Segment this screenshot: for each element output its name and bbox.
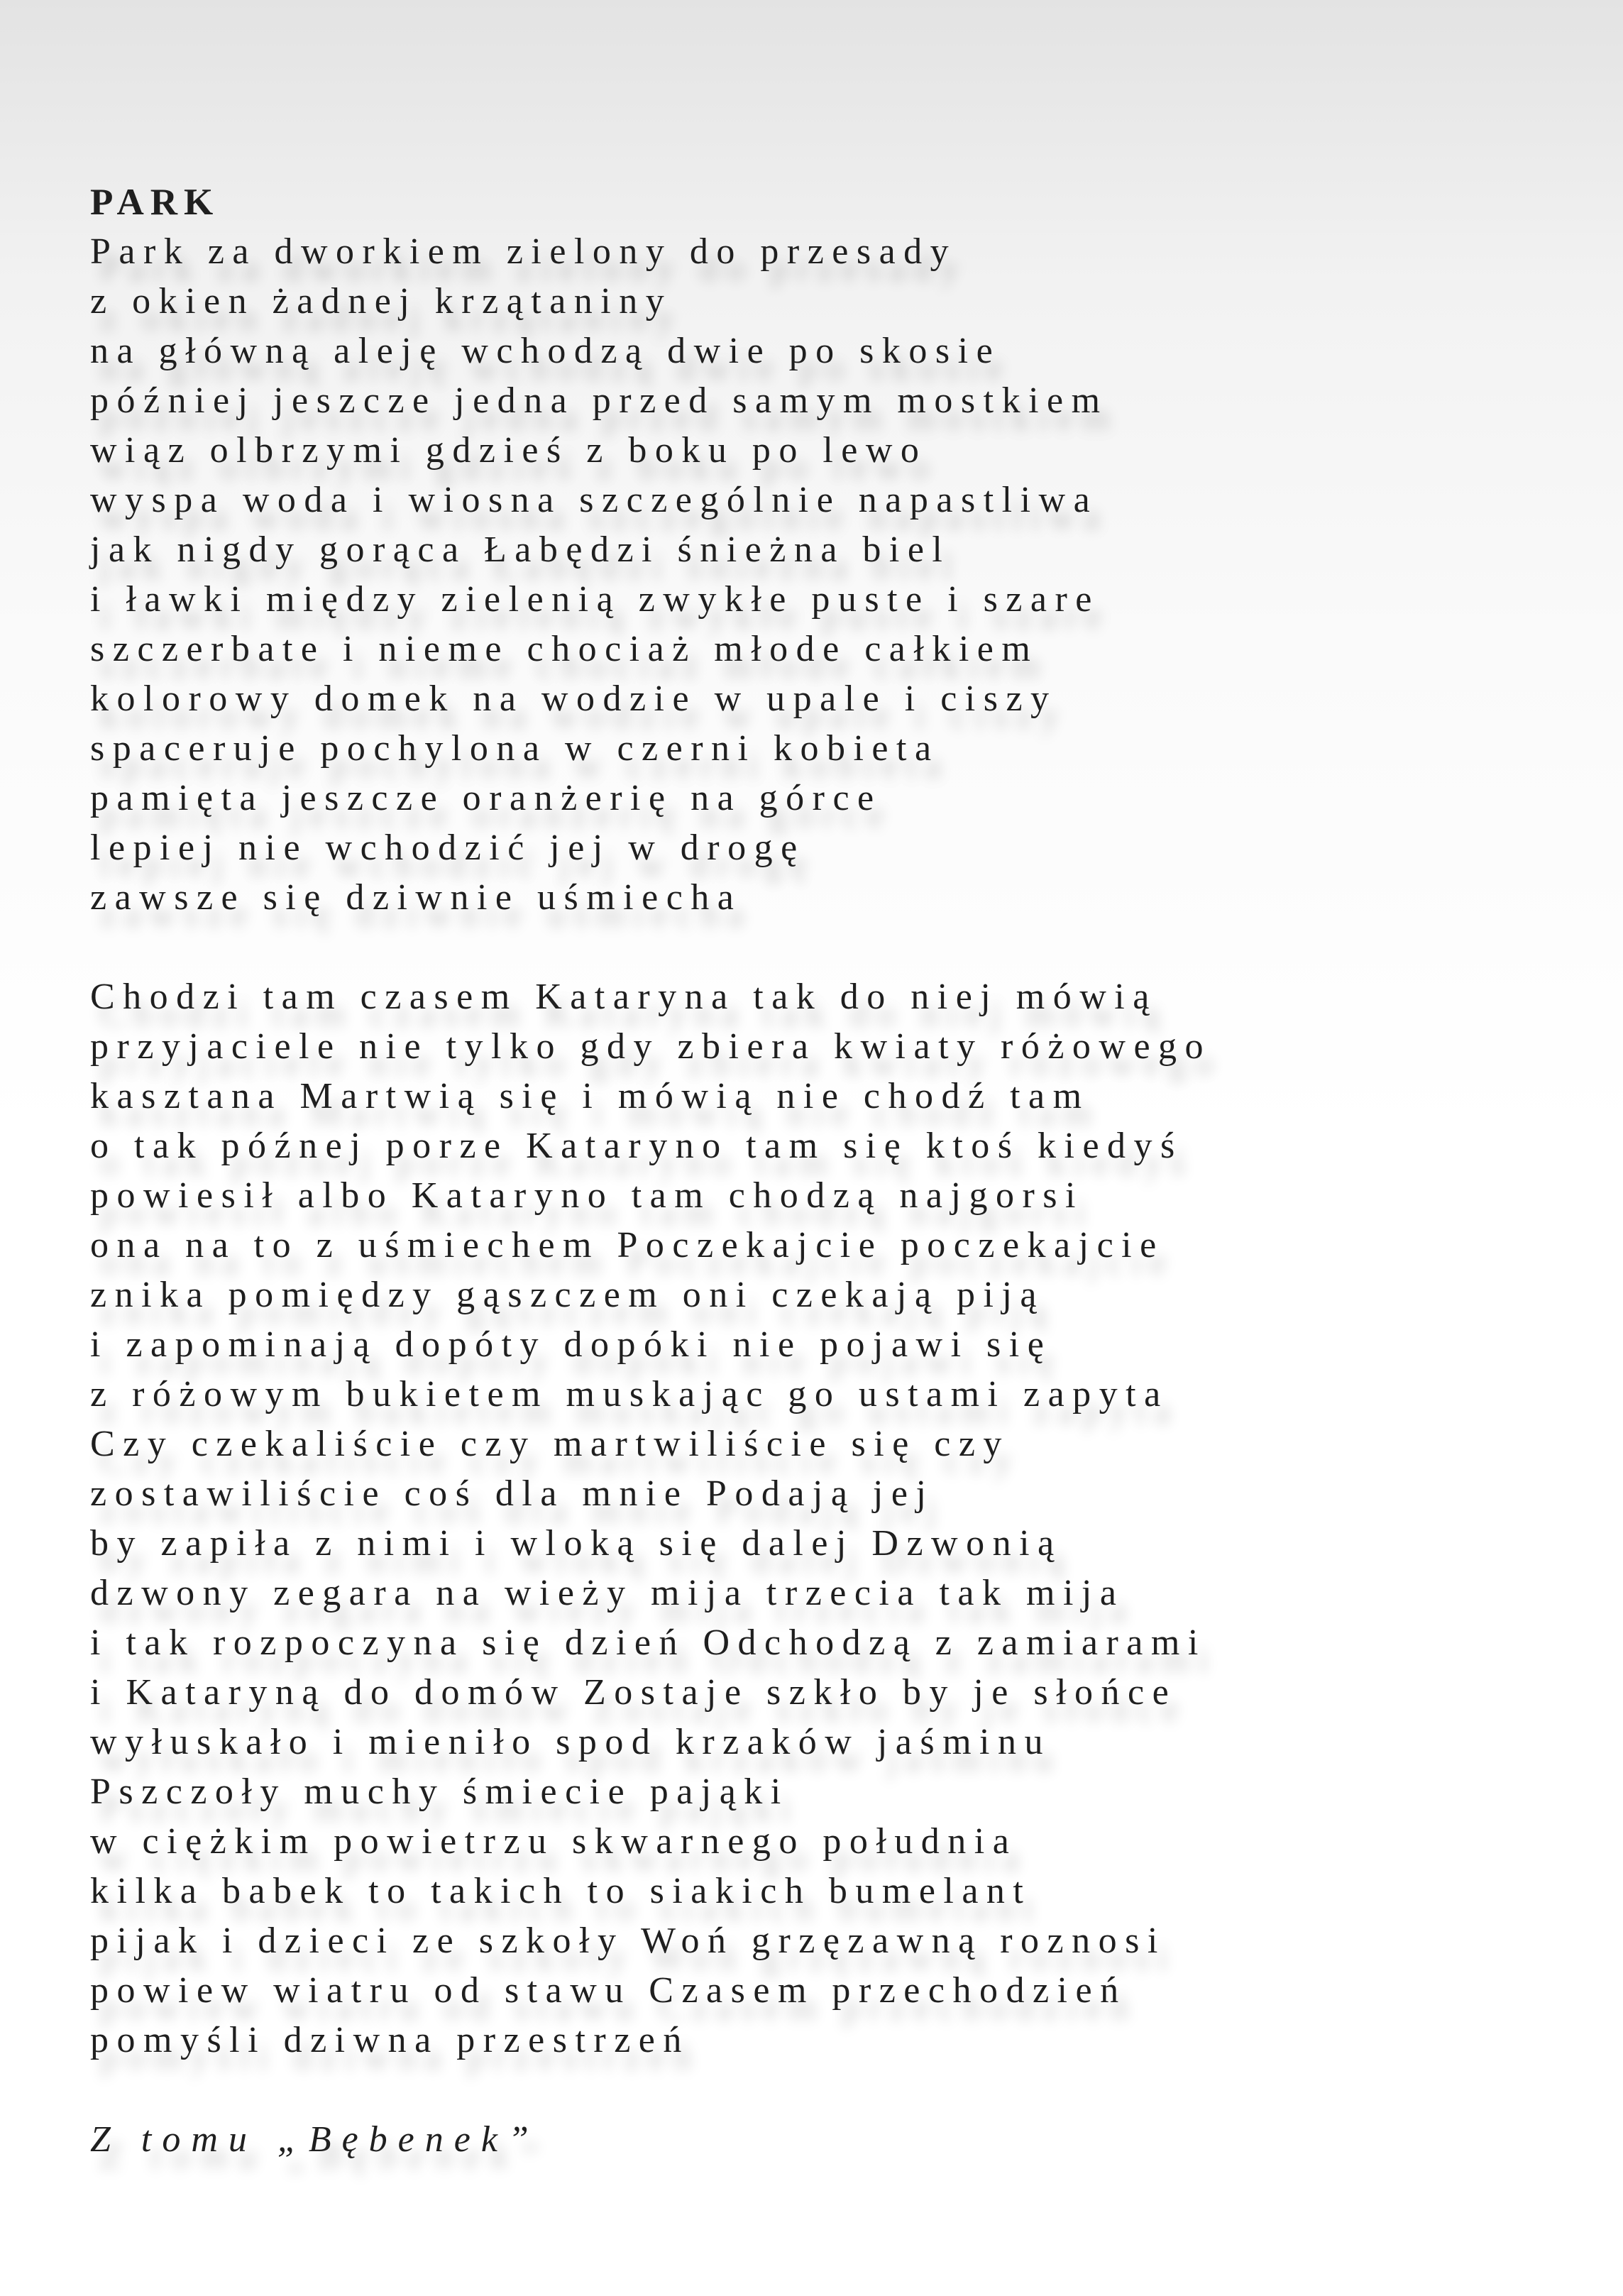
stanza-gap <box>90 923 1524 972</box>
stanza-gap <box>90 2065 1524 2115</box>
poem-line: znika pomiędzy gąszczem oni czekają piją <box>90 1275 1045 1315</box>
poem-line: szczerbate i nieme chociaż młode całkiem <box>90 629 1039 669</box>
poem-line: ona na to z uśmiechem Poczekajcie poczekajcie <box>90 1225 1165 1265</box>
poem-line: zostawiliście coś dla mnie Podają jej <box>90 1473 935 1514</box>
poem-line: powiew wiatru od stawu Czasem przechodzień <box>90 1970 1127 2011</box>
poem-line: kasztana Martwią się i mówią nie chodź tam <box>90 1076 1090 1116</box>
poem-line: pijak i dzieci ze szkoły Woń grzęzawną roznosi <box>90 1921 1166 1961</box>
poem-line: dzwony zegara na wieży mija trzecia tak mija <box>90 1573 1125 1613</box>
stanza <box>90 227 1524 923</box>
poem-line: i ławki między zielenią zwykłe puste i szare <box>90 579 1100 620</box>
poem-page <box>90 177 1524 2165</box>
poem-line: i tak rozpoczyna się dzień Odchodzą z zamiarami <box>90 1622 1206 1663</box>
poem-line: pomyśli dziwna przestrzeń <box>90 2020 690 2060</box>
poem-line: by zapiła z nimi i wloką się dalej Dzwonią <box>90 1523 1062 1564</box>
poem-line: i zapominają dopóty dopóki nie pojawi się <box>90 1324 1052 1365</box>
poem-line: kilka babek to takich to siakich bumelant <box>90 1871 1032 1911</box>
poem-line: kolorowy domek na wodzie w upale i ciszy <box>90 679 1057 719</box>
poem-line: Czy czekaliście czy martwiliście się czy <box>90 1424 1010 1464</box>
poem-line: powiesił albo Kataryno tam chodzą najgorsi <box>90 1175 1084 1216</box>
poem-body <box>90 227 1524 2065</box>
poem-line: lepiej nie wchodzić jej w drogę <box>90 828 805 868</box>
source-note: Z tomu „Bębenek” <box>90 2119 539 2160</box>
stanza <box>90 972 1524 2065</box>
poem-line: Chodzi tam czasem Kataryna tak do niej mówią <box>90 977 1157 1017</box>
poem-line: Pszczoły muchy śmiecie pająki <box>90 1772 789 1812</box>
poem-line: spaceruje pochylona w czerni kobieta <box>90 728 940 769</box>
poem-line: wiąz olbrzymi gdzieś z boku po lewo <box>90 430 928 471</box>
poem-line: później jeszcze jedna przed samym mostkiem <box>90 380 1108 421</box>
poem-line: wyspa woda i wiosna szczególnie napastliwa <box>90 480 1099 520</box>
poem-line: z różowym bukietem muskając go ustami zapyta <box>90 1374 1169 1415</box>
poem-line: i Kataryną do domów Zostaje szkło by je słońce <box>90 1672 1177 1713</box>
poem-line: Park za dworkiem zielony do przesady <box>90 231 957 272</box>
poem-line: pamięta jeszcze oranżerię na górce <box>90 778 882 818</box>
poem-line: w ciężkim powietrzu skwarnego południa <box>90 1821 1018 1862</box>
poem-line: jak nigdy gorąca Łabędzi śnieżna biel <box>90 529 951 570</box>
poem-title: PARK <box>90 182 220 223</box>
poem-line: wyłuskało i mieniło spod krzaków jaśminu <box>90 1722 1052 1762</box>
poem-line: na główną aleję wchodzą dwie po skosie <box>90 331 1001 371</box>
poem-line: o tak późnej porze Kataryno tam się ktoś kiedyś <box>90 1126 1183 1166</box>
poem-line: z okien żadnej krzątaniny <box>90 281 673 322</box>
poem-line: przyjaciele nie tylko gdy zbiera kwiaty różowego <box>90 1026 1212 1067</box>
poem-line: zawsze się dziwnie uśmiecha <box>90 877 742 918</box>
